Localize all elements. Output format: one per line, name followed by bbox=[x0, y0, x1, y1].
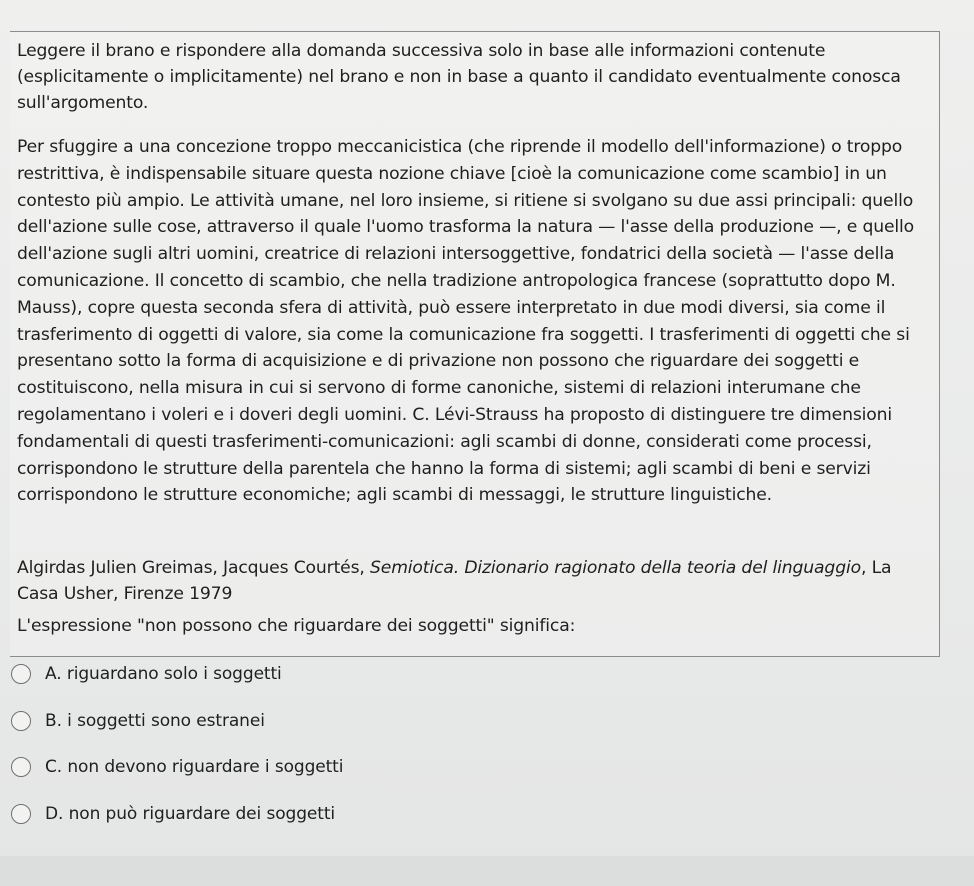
answer-options bbox=[8, 662, 608, 848]
source-authors: Algirdas Julien Greimas, Jacques Courtés, bbox=[17, 558, 371, 578]
instructions-text: Leggere il brano e rispondere alla domanda successiva solo in base alle informazioni contenute (esplicitamente o implicitamente) nel brano e non in base a quanto il candidato eventualmente conosca sull'argomento. bbox=[17, 41, 901, 113]
option-a[interactable] bbox=[8, 662, 608, 686]
radio-button-a[interactable] bbox=[11, 664, 31, 684]
option-d-label: D. non può riguardare dei soggetti bbox=[45, 803, 336, 824]
passage-text: Per sfuggire a una concezione troppo meccanicistica (che riprende il modello dell'informazione) o troppo restrittiva, è indispensabile situare questa nozione chiave [cioè la comunicazione come scambio] in un contesto più ampio. Le attività umane, nel loro insieme, si ritiene si svolgano su due assi principali: quello dell'azione sulle cose, attraverso il quale l'uomo trasforma la natura — l'asse della produzione —, e quello dell'azione sugli altri uomini, creatrice di relazioni intersoggettive, fondatrici della società — l'asse della comunicazione. Il concetto di scambio, che nella tradizione antropologica francese (soprattutto dopo M. Mauss), copre questa seconda sfera di attività, può essere interpretato in due modi diversi, sia come il trasferimento di oggetti di valore, sia come la comunicazione fra soggetti. I trasferimenti di oggetti che si presentano sotto la forma di acquisizione e di privazione non possono che riguardare dei soggetti e costituiscono, nella misura in cui si servono di forme canoniche, sistemi di relazioni interumane che regolamentano i voleri e i doveri degli uomini. C. Lévi-Strauss ha proposto di distinguere tre dimensioni fondamentali di questi trasferimenti-comunicazioni: agli scambi di donne, considerati come processi, corrispondono le strutture della parentela che hanno la forma di sistemi; agli scambi di beni e servizi corrispondono le strutture economiche; agli scambi di messaggi, le strutture linguistiche. bbox=[17, 137, 915, 506]
radio-button-d[interactable] bbox=[11, 804, 31, 824]
source-title: Semiotica. Dizionario ragionato della teoria del linguaggio bbox=[370, 558, 861, 578]
option-a-label: A. riguardano solo i soggetti bbox=[45, 664, 282, 684]
option-c-label: C. non devono riguardare i soggetti bbox=[45, 757, 344, 777]
option-b[interactable] bbox=[8, 709, 608, 733]
option-b-label: B. i soggetti sono estranei bbox=[45, 710, 265, 731]
radio-button-c[interactable] bbox=[11, 757, 31, 777]
source-publisher: , La Casa Usher, Firenze 1979 bbox=[17, 558, 892, 604]
option-c[interactable] bbox=[8, 755, 608, 779]
bottom-edge bbox=[0, 856, 974, 886]
radio-button-b[interactable] bbox=[11, 711, 31, 731]
option-d[interactable] bbox=[8, 802, 608, 826]
source-citation bbox=[17, 555, 927, 607]
question-text: L'espressione "non possono che riguardare dei soggetti" significa: bbox=[17, 616, 576, 636]
